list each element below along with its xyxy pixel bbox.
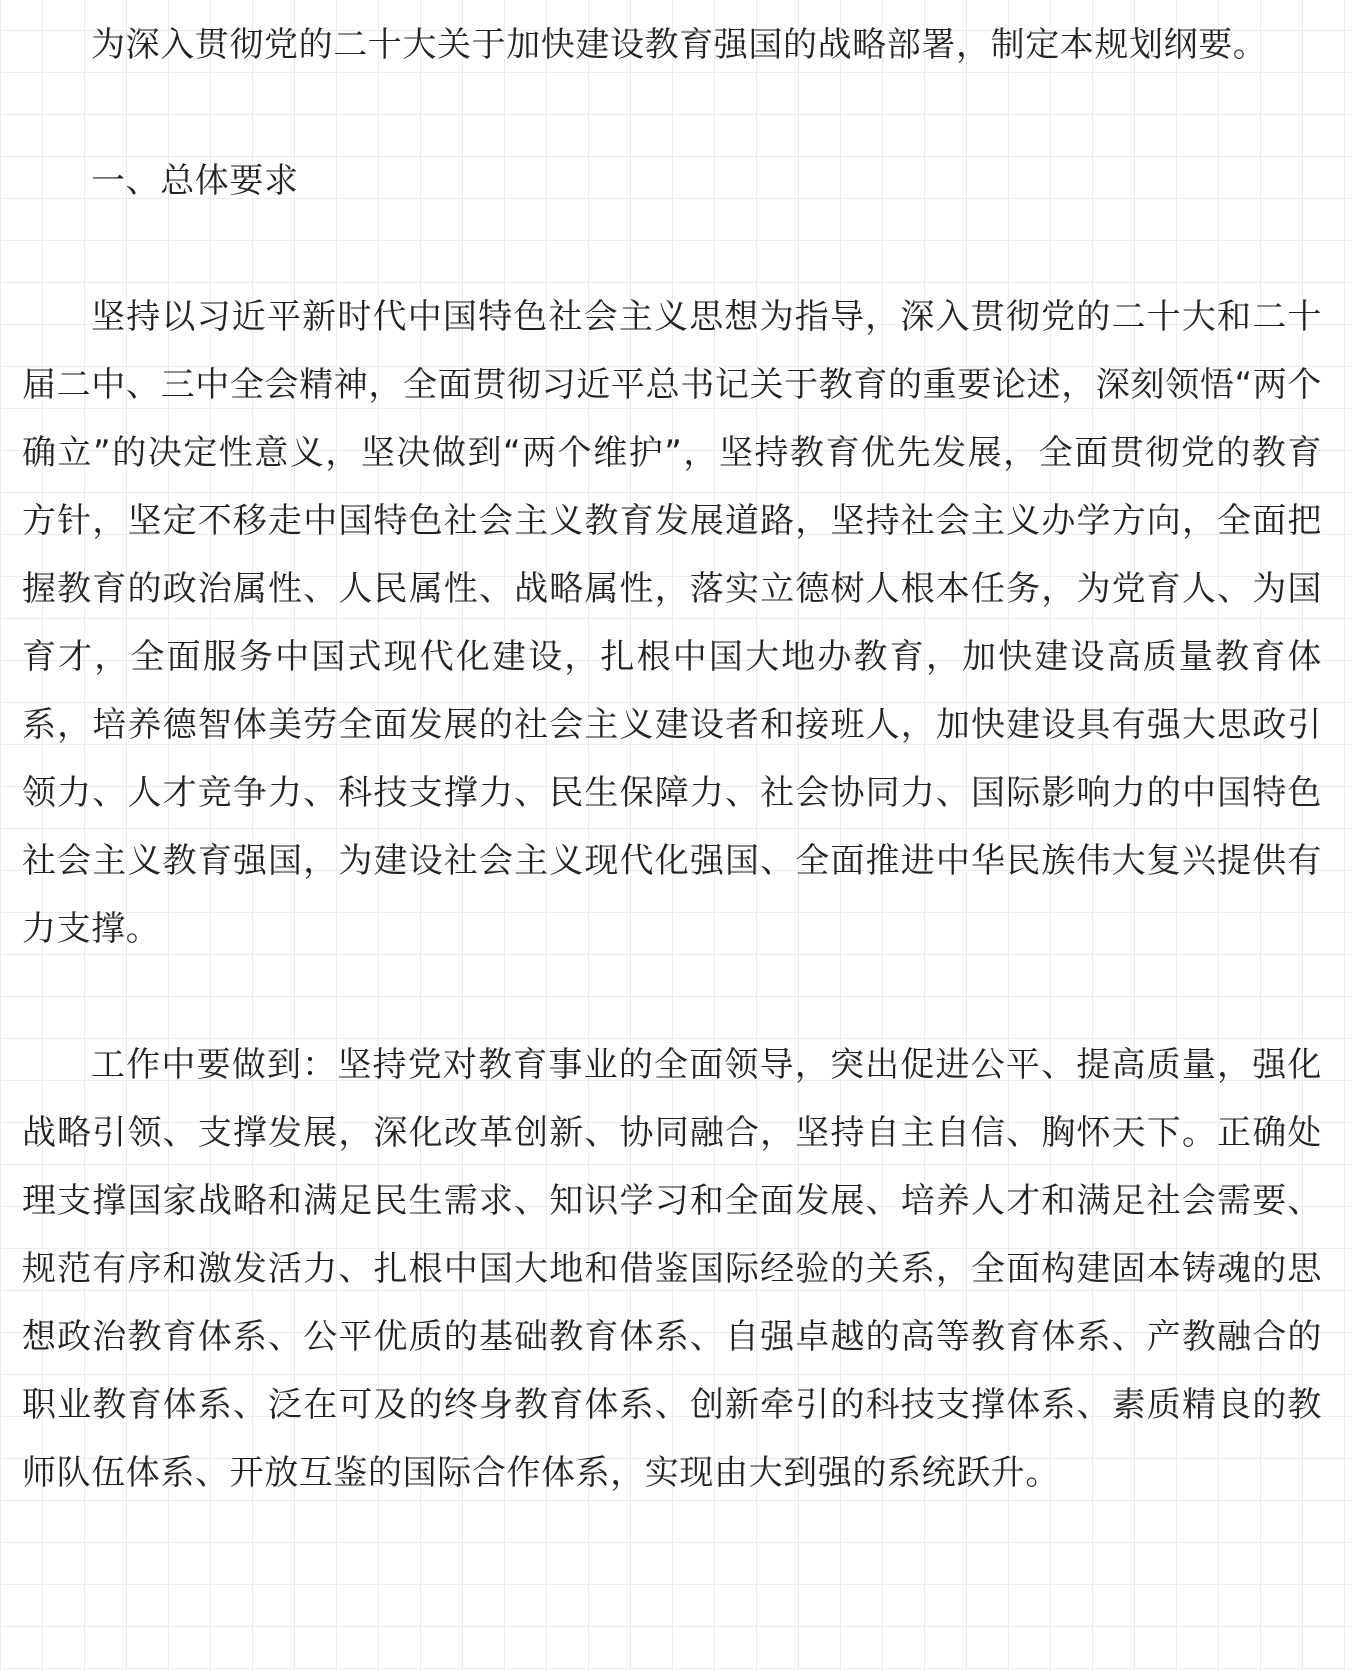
paragraph-gap: [22, 963, 1322, 1031]
intro-paragraph: 为深入贯彻党的二十大关于加快建设教育强国的战略部署，制定本规划纲要。: [91, 25, 1268, 65]
paragraph-gap: [22, 215, 1322, 283]
section-heading: 一、总体要求: [91, 161, 299, 201]
work-principles-paragraph: 工作中要做到：坚持党对教育事业的全面领导，突出促进公平、提高质量，强化战略引领、支撑发展，深化改革创新、协同融合，坚持自主自信、胸怀天下。正确处理支撑国家战略和满足民生需求、知识学习和全面发展、培养人才和满足社会需要、规范有序和激发活力、扎根中国大地和借鉴国际经验的关系，全面构建固本铸魂的思想政治教育体系、公平优质的基础教育体系、自强卓越的高等教育体系、产教融合的职业教育体系、泛在可及的终身教育体系、创新牵引的科技支撑体系、素质精良的教师队伍体系、开放互鉴的国际合作体系，实现由大到强的系统跃升。: [22, 1045, 1322, 1493]
general-requirements-paragraph: 坚持以习近平新时代中国特色社会主义思想为指导，深入贯彻党的二十大和二十届二中、三中全会精神，全面贯彻习近平总书记关于教育的重要论述，深刻领悟“两个确立”的决定性意义，坚决做到“两个维护”，坚持教育优先发展，全面贯彻党的教育方针，坚定不移走中国特色社会主义教育发展道路，坚持社会主义办学方向，全面把握教育的政治属性、人民属性、战略属性，落实立德树人根本任务，为党育人、为国育才，全面服务中国式现代化建设，扎根中国大地办教育，加快建设高质量教育体系，培养德智体美劳全面发展的社会主义建设者和接班人，加快建设具有强大思政引领力、人才竞争力、科技支撑力、民生保障力、社会协同力、国际影响力的中国特色社会主义教育强国，为建设社会主义现代化强国、全面推进中华民族伟大复兴提供有力支撑。: [22, 297, 1322, 949]
paragraph-gap: [22, 79, 1322, 147]
